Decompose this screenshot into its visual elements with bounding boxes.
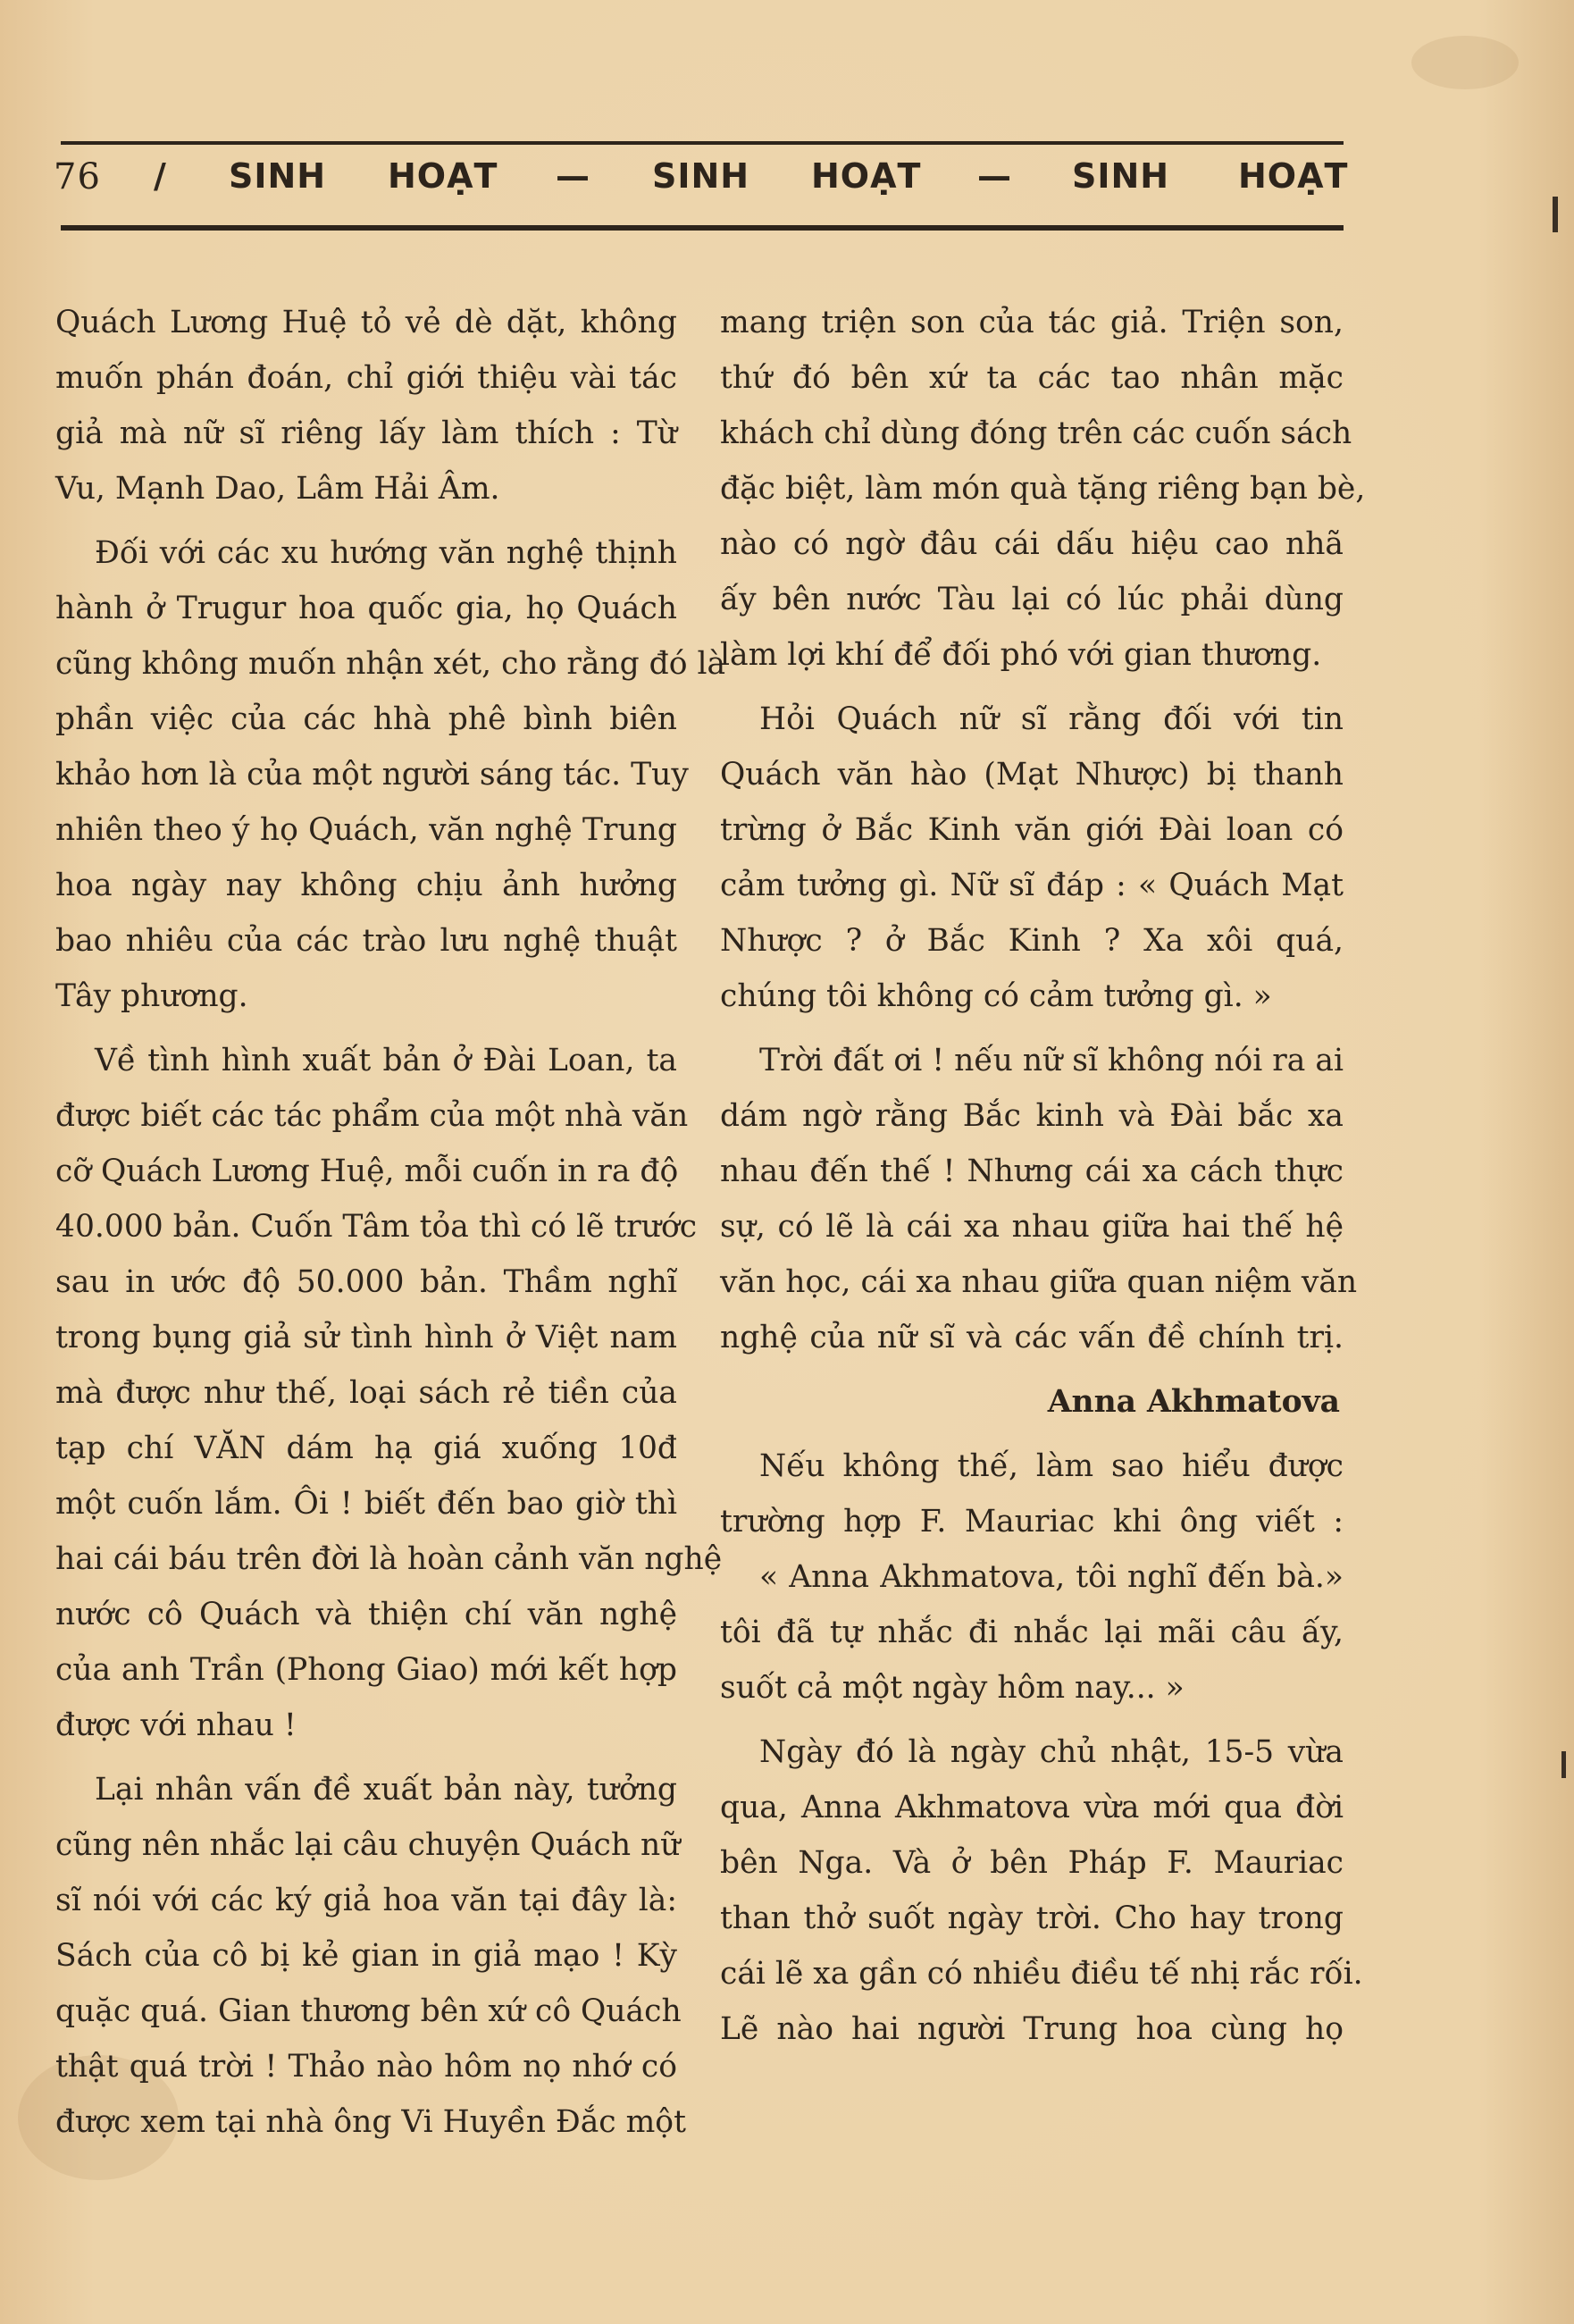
- text-line: Ngày đó là ngày chủ nhật, 15-5 vừa: [759, 1734, 1344, 1770]
- text-line: thứ đó bên xứ ta các tao nhân mặc: [720, 360, 1344, 396]
- text-line: quặc quá. Gian thương bên xứ cô Quách: [55, 1993, 682, 2029]
- text-line: suốt cả một ngày hôm nay... »: [720, 1670, 1185, 1706]
- header-word: SINH: [229, 156, 327, 196]
- text-line: phần việc của các hhà phê bình biên: [55, 701, 677, 737]
- text-line: làm lợi khí để đối phó với gian thương.: [720, 637, 1322, 673]
- text-line: Nếu không thế, làm sao hiểu được: [759, 1448, 1344, 1484]
- text-line: cỡ Quách Lương Huệ, mỗi cuốn in ra độ: [55, 1154, 679, 1189]
- text-line: bên Nga. Và ở bên Pháp F. Mauriac: [720, 1845, 1344, 1881]
- text-line: khảo hơn là của một người sáng tác. Tuy: [55, 757, 689, 793]
- text-line: muốn phán đoán, chỉ giới thiệu vài tác: [55, 360, 677, 396]
- header-word: HOẠT: [1238, 156, 1349, 196]
- text-line: Quách văn hào (Mạt Nhược) bị thanh: [720, 757, 1344, 793]
- text-line: Quách Lương Huệ tỏ vẻ dè dặt, không: [55, 305, 677, 340]
- text-line: nào có ngờ đâu cái dấu hiệu cao nhã: [720, 526, 1344, 562]
- header-slash: /: [154, 156, 167, 196]
- header-word: HOẠT: [388, 156, 498, 196]
- text-line: tôi đã tự nhắc đi nhắc lại mãi câu ấy,: [720, 1615, 1344, 1650]
- text-line: được với nhau !: [55, 1707, 297, 1743]
- text-line: sĩ nói với các ký giả hoa văn tại đây là:: [55, 1883, 677, 1918]
- text-line: Lẽ nào hai người Trung hoa cùng họ: [720, 2011, 1344, 2047]
- text-line: Nhược ? ở Bắc Kinh ? Xa xôi quá,: [720, 923, 1344, 959]
- text-line: được xem tại nhà ông Vi Huyền Đắc một: [55, 2104, 686, 2140]
- text-line: sau in ước độ 50.000 bản. Thầm nghĩ: [55, 1264, 677, 1300]
- text-line: chúng tôi không có cảm tưởng gì. »: [720, 978, 1272, 1014]
- header-dash: —: [977, 156, 1012, 196]
- header-dash: —: [556, 156, 590, 196]
- text-line: bao nhiêu của các trào lưu nghệ thuật: [55, 923, 677, 959]
- text-line: Về tình hình xuất bản ở Đài Loan, ta: [95, 1043, 677, 1078]
- text-line: trong bụng giả sử tình hình ở Việt nam: [55, 1320, 677, 1355]
- text-line: khách chỉ dùng đóng trên các cuốn sách: [720, 415, 1352, 451]
- text-line: Trời đất ơi ! nếu nữ sĩ không nói ra ai: [759, 1043, 1344, 1078]
- text-line: 40.000 bản. Cuốn Tâm tỏa thì có lẽ trước: [55, 1209, 698, 1245]
- text-line: mang triện son của tác giả. Triện son,: [720, 305, 1344, 340]
- paper-stain: [1411, 36, 1519, 89]
- text-line: ấy bên nước Tàu lại có lúc phải dùng: [720, 582, 1344, 617]
- text-line: mà được như thế, loại sách rẻ tiền của: [55, 1375, 677, 1411]
- text-line: trường hợp F. Mauriac khi ông viết :: [720, 1504, 1344, 1540]
- text-line: nhau đến thế ! Nhưng cái xa cách thực: [720, 1154, 1344, 1189]
- text-line: dám ngờ rằng Bắc kinh và Đài bắc xa: [720, 1098, 1344, 1134]
- section-heading: Anna Akhmatova: [1047, 1384, 1340, 1420]
- text-line: thật quá trời ! Thảo nào hôm nọ nhớ có: [55, 2049, 677, 2085]
- text-line: Vu, Mạnh Dao, Lâm Hải Âm.: [55, 471, 500, 507]
- text-line: nhiên theo ý họ Quách, văn nghệ Trung: [55, 812, 677, 848]
- header-word: SINH: [652, 156, 750, 196]
- edge-mark: [1561, 1751, 1566, 1778]
- text-line: hoa ngày nay không chịu ảnh hưởng: [55, 868, 677, 903]
- text-line: sự, có lẽ là cái xa nhau giữa hai thế hệ: [720, 1209, 1344, 1245]
- text-line: được biết các tác phẩm của một nhà văn: [55, 1098, 689, 1134]
- text-line: Đối với các xu hướng văn nghệ thịnh: [95, 535, 677, 571]
- header-bottom-rule: [61, 225, 1344, 231]
- text-line: Hỏi Quách nữ sĩ rằng đối với tin: [759, 701, 1344, 737]
- right-column: [720, 295, 1366, 2057]
- text-line: Lại nhân vấn đề xuất bản này, tưởng: [95, 1772, 677, 1808]
- header-word: SINH: [1072, 156, 1170, 196]
- text-line: văn học, cái xa nhau giữa quan niệm văn: [720, 1264, 1358, 1300]
- text-line: Tây phương.: [55, 978, 248, 1014]
- left-column: [55, 295, 726, 2150]
- text-line: trừng ở Bắc Kinh văn giới Đài loan có: [720, 812, 1344, 848]
- text-line: giả mà nữ sĩ riêng lấy làm thích : Từ: [55, 415, 677, 451]
- text-line: tạp chí VĂN dám hạ giá xuống 10đ: [55, 1430, 677, 1466]
- text-line: cũng nên nhắc lại câu chuyện Quách nữ: [55, 1827, 681, 1863]
- text-line: qua, Anna Akhmatova vừa mới qua đời: [720, 1790, 1344, 1825]
- text-line: « Anna Akhmatova, tôi nghĩ đến bà.»: [759, 1559, 1344, 1595]
- text-line: của anh Trần (Phong Giao) mới kết hợp: [55, 1652, 677, 1688]
- text-line: cũng không muốn nhận xét, cho rằng đó là: [55, 646, 726, 682]
- text-line: hành ở Trugur hoa quốc gia, họ Quách: [55, 591, 677, 626]
- page-number: 76: [54, 156, 101, 197]
- header-top-rule: [61, 141, 1344, 145]
- text-line: một cuốn lắm. Ôi ! biết đến bao giờ thì: [55, 1486, 677, 1522]
- text-line: cảm tưởng gì. Nữ sĩ đáp : « Quách Mạt: [720, 868, 1344, 903]
- text-line: Sách của cô bị kẻ gian in giả mạo ! Kỳ: [55, 1938, 677, 1974]
- header-word: HOẠT: [811, 156, 922, 196]
- running-header: [0, 156, 1574, 210]
- text-line: đặc biệt, làm món quà tặng riêng bạn bè,: [720, 471, 1366, 507]
- text-line: hai cái báu trên đời là hoàn cảnh văn nghệ: [55, 1541, 723, 1577]
- text-line: cái lẽ xa gần có nhiều điều tế nhị rắc rối.: [720, 1956, 1363, 1992]
- text-line: nghệ của nữ sĩ và các vấn đề chính trị.: [720, 1320, 1344, 1355]
- text-line: than thở suốt ngày trời. Cho hay trong: [720, 1900, 1344, 1936]
- text-line: nước cô Quách và thiện chí văn nghệ: [55, 1597, 677, 1632]
